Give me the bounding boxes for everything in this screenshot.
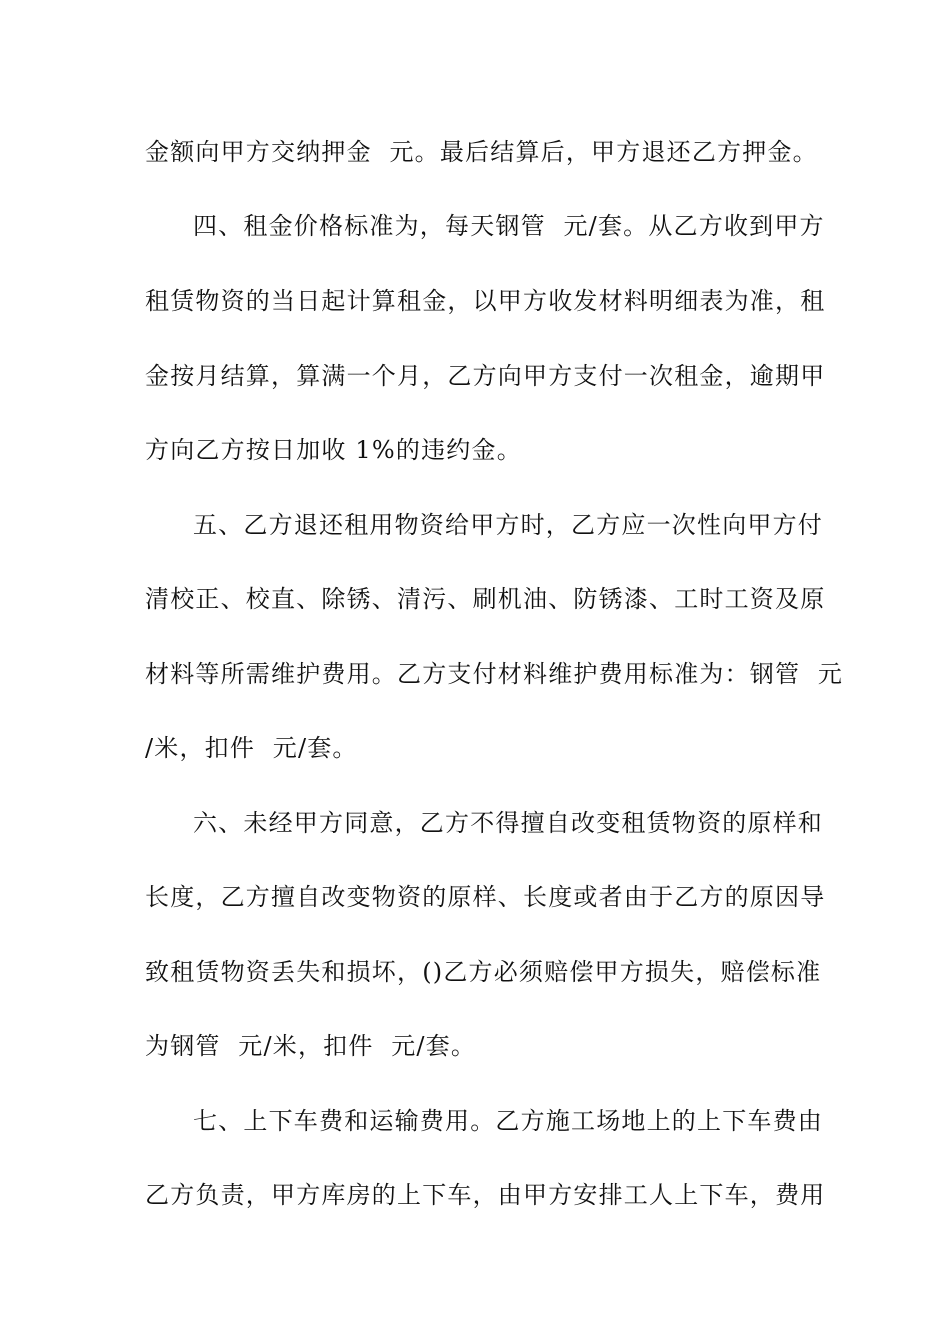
text-line: 五、乙方退还租用物资给甲方时，乙方应一次性向甲方付 — [193, 511, 823, 539]
text-line: 六、未经甲方同意，乙方不得擅自改变租赁物资的原样和 — [193, 809, 823, 837]
text-line: 金按月结算，算满一个月，乙方向甲方支付一次租金，逾期甲 — [145, 362, 826, 390]
text-line: 材料等所需维护费用。乙方支付材料维护费用标准为：钢管 元 — [145, 660, 844, 688]
text-line: 四、租金价格标准为，每天钢管 元/套。从乙方收到甲方 — [193, 212, 825, 240]
text-line: 为钢管 元/米，扣件 元/套。 — [145, 1032, 477, 1060]
text-line: 长度，乙方擅自改变物资的原样、长度或者由于乙方的原因导 — [145, 883, 826, 911]
text-line: 乙方负责，甲方库房的上下车，由甲方安排工人上下车，费用 — [145, 1181, 826, 1209]
text-line: 致租赁物资丢失和损坏，()乙方必须赔偿甲方损失，赔偿标准 — [145, 958, 822, 986]
text-line: 金额向甲方交纳押金 元。最后结算后，甲方退还乙方押金。 — [145, 138, 818, 166]
text-line: /米，扣件 元/套。 — [145, 734, 358, 762]
text-line: 租赁物资的当日起计算租金，以甲方收发材料明细表为准，租 — [145, 287, 826, 315]
text-line: 七、上下车费和运输费用。乙方施工场地上的上下车费由 — [193, 1107, 823, 1135]
text-line: 方向乙方按日加收 1%的违约金。 — [145, 436, 522, 464]
text-line: 清校正、校直、除锈、清污、刷机油、防锈漆、工时工资及原 — [145, 585, 826, 613]
